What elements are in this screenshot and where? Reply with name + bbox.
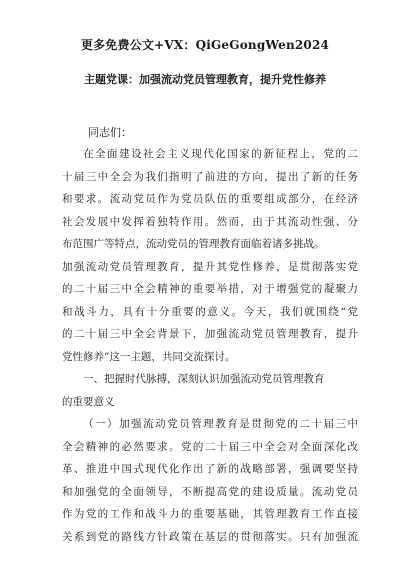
text-line: 全会精神的必然要求。党的二十届三中全会对全面深化改 xyxy=(62,440,358,453)
text-line: 的二十届三中全会背景下，加强流动党员管理教育，提升 xyxy=(62,328,358,340)
text-line: 在全面建设社会主义现代化国家的新征程上，党的二 xyxy=(83,148,358,160)
text-line: （一）加强流动党员管理教育是贯彻党的二十届三中 xyxy=(83,418,358,430)
text-line: 和要求。流动党员作为党员队伍的重要组成部分，在经济 xyxy=(62,193,358,205)
text-line: 十届三中全会为我们指明了前进的方向，提出了新的任务 xyxy=(62,170,358,183)
greeting: 同志们： xyxy=(88,126,132,139)
text-line: 一、把握时代脉搏，深刻认识加强流动党员管理教育 xyxy=(83,373,325,385)
text-line: 和战斗力，具有十分重要的意义。今天，我们就围绕“党 xyxy=(62,305,358,318)
text-line: 的二十届三中全会精神的重要举措，对于增强党的凝聚力 xyxy=(62,283,358,295)
text-line: 布范围广等特点，流动党员的管理教育面临着诸多挑战。 xyxy=(62,238,325,250)
text-line: 社会发展中发挥着独特作用。然而，由于其流动性强、分 xyxy=(62,215,358,228)
text-line: 加强流动党员管理教育，提升其党性修养，是贯彻落实党 xyxy=(62,260,358,273)
body-text xyxy=(62,143,358,548)
promo-header: 更多免费公文+VX：QiGeGongWen2024 xyxy=(80,38,330,52)
text-line: 关系到党的路线方针政策在基层的贯彻落实。只有加强流 xyxy=(62,530,358,543)
text-line: 和加强党的全面领导，不断提高党的建设质量。流动党员 xyxy=(62,485,358,498)
text-line: 党性修养”这一主题，共同交流探讨。 xyxy=(62,350,236,363)
text-line: 作为党的工作和战斗力的重要基础，其管理教育工作直接 xyxy=(62,508,358,520)
text-line: 革、推进中国式现代化作出了新的战略部署，强调要坚持 xyxy=(62,463,358,475)
text-line: 的重要意义 xyxy=(62,395,115,408)
document-title: 主题党课：加强流动党员管理教育，提升党性修养 xyxy=(84,73,326,86)
